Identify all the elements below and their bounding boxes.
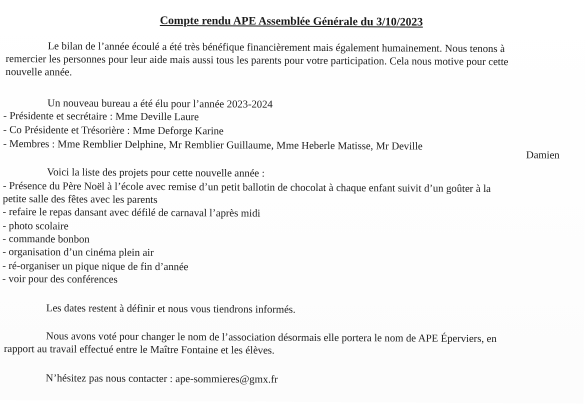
vote-line-1: Nous avons voté pour changer le nom de l’association désormais elle portera le nom de APE Éperviers, en — [45, 331, 497, 346]
project-item: - ré-organiser un pique nique de fin d’année — [2, 261, 189, 274]
bureau-member: - Présidente et secrétaire : Mme Deville Laure — [3, 111, 199, 124]
document-title: Compte rendu APE Assemblée Générale du 3/10/2023 — [159, 14, 423, 29]
project-item: - organisation d’un cinéma plein air — [2, 247, 154, 259]
project-item: - commande bonbon — [2, 234, 90, 246]
contact-text: N’hésitez pas nous contacter : ape-sommieres@gmx.fr — [45, 373, 278, 386]
project-item: petite salle des fêtes avec les parents — [2, 194, 158, 206]
project-item: - photo scolaire — [2, 221, 69, 233]
bureau-member: - Membres : Mme Remblier Delphine, Mr Remblier Guillaume, Mme Heberle Matisse, Mr Deville — [3, 139, 423, 153]
vote-line-2: rapport au travail effectué entre le Maître Fontaine et les élèves. — [3, 344, 275, 357]
intro-line-1: Le bilan de l’année écoulé a été très bénéfique financièrement mais également humainement. Nous tenons à — [47, 41, 505, 56]
bureau-member: - Co Présidente et Trésorière : Mme Deforge Karine — [3, 125, 224, 138]
dates-text: Les dates restent à définir et nous vous tiendrons informés. — [46, 303, 296, 316]
project-item: - voir pour des conférences — [2, 274, 118, 286]
bureau-heading: Un nouveau bureau a été élu pour l’année 2023-2024 — [47, 98, 273, 111]
project-item: - Présence du Père Noël à l’école avec remise d’un petit ballotin de chocolat à chaque enfant suivit d’un goûter à la — [2, 181, 491, 196]
intro-line-3: nouvelle année. — [5, 67, 73, 79]
bureau-member-continuation: Damien — [526, 150, 560, 162]
intro-line-2: remercier les personnes pour leur aide mais aussi tous les parents pour votre participation. Cela nous motive pour cette — [5, 54, 509, 69]
projects-heading: Voici la liste des projets pour cette nouvelle année : — [46, 167, 265, 180]
project-item: - refaire le repas dansant avec défilé de carnaval l’après midi — [2, 207, 261, 220]
